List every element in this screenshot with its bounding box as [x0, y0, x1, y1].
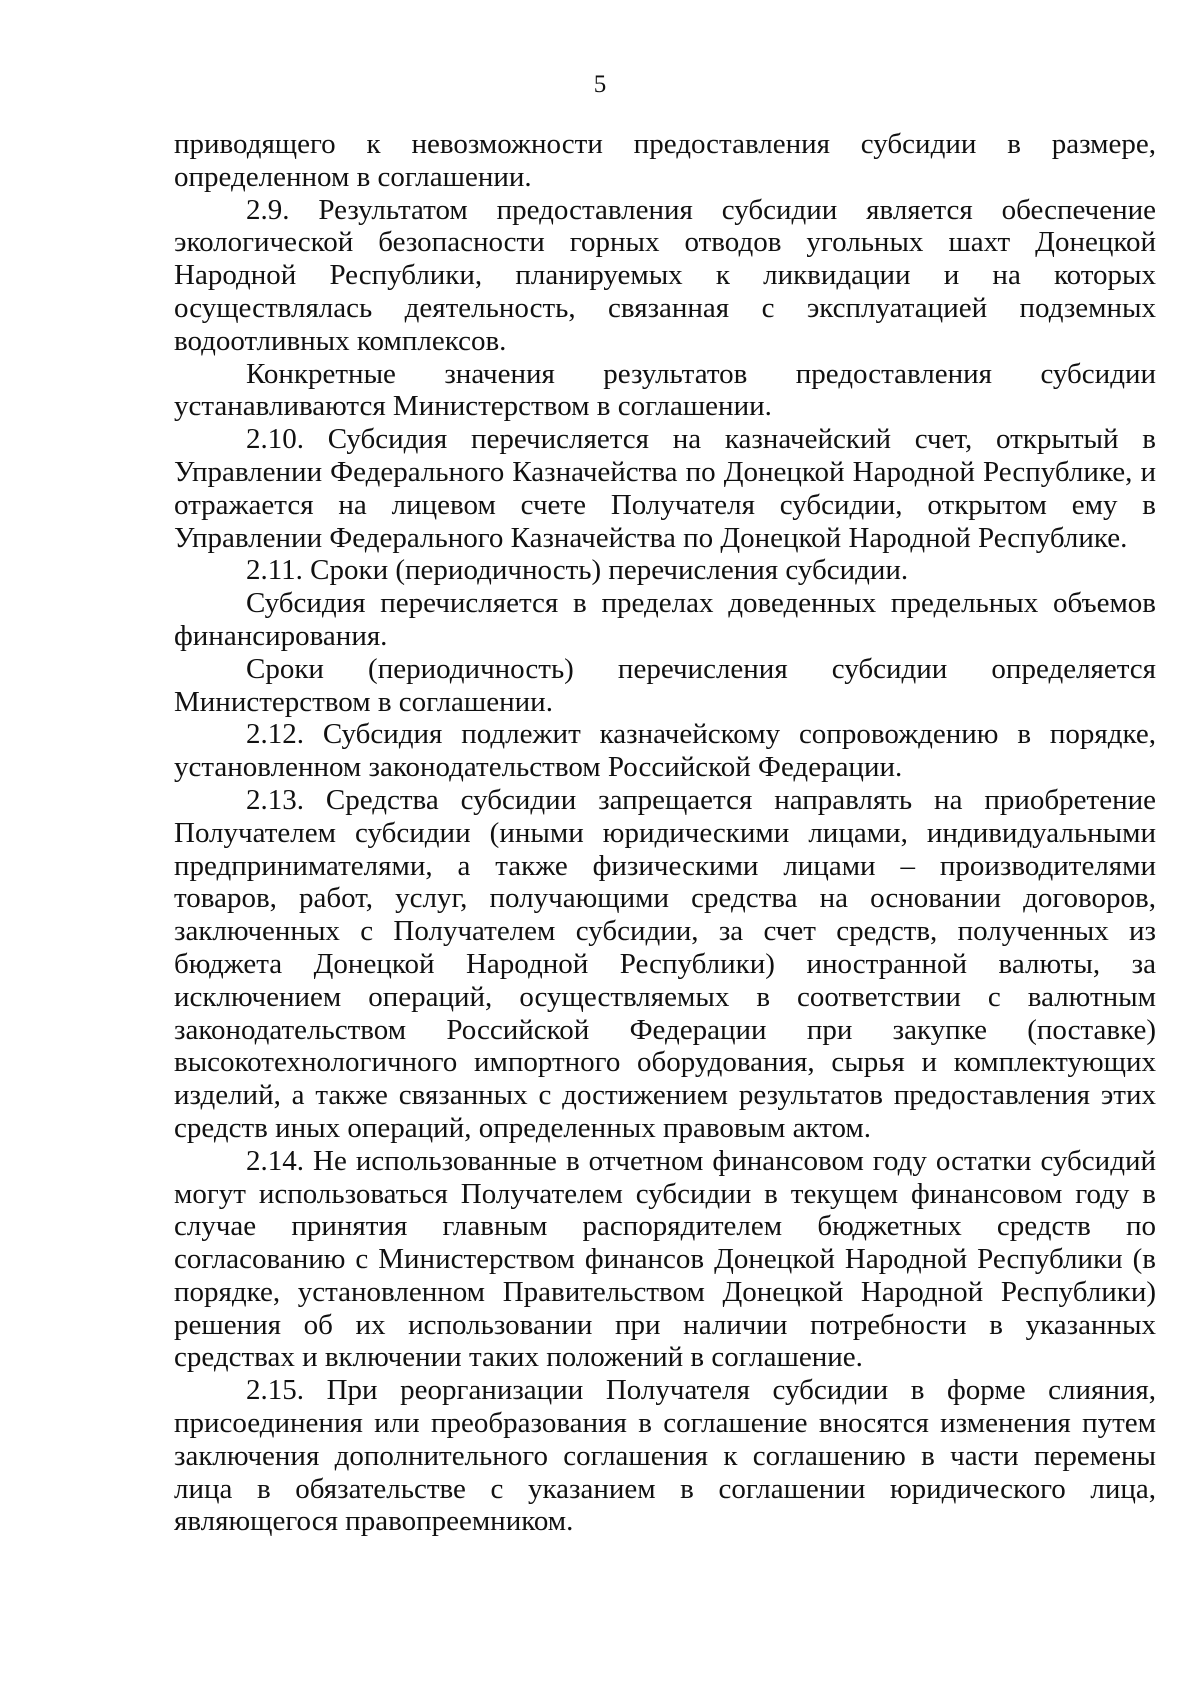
page-number: 5 [593, 71, 607, 98]
paragraph-2-15: 2.15. При реорганизации Получателя субсидии в форме слияния, присоединения или преобразования в соглашение вносятся изменения путем заключения дополнительного соглашения к соглашению в части перемены лица в обязательстве с указанием в соглашении юридического лица, являющегося правопреемником. [174, 1374, 1156, 1538]
paragraph-continuation: приводящего к невозможности предоставления субсидии в размере, определенном в соглашении. [174, 128, 1156, 193]
paragraph-transfer-terms: Сроки (периодичность) перечисления субсидии определяется Министерством в соглашении. [174, 652, 1156, 718]
paragraph-2-10: 2.10. Субсидия перечисляется на казначейский счет, открытый в Управлении Федерального Казначейства по Донецкой Народной Республике, и отражается на лицевом счете Получателя субсидии, открытом ему в Управлении Федерального Казначейства по Донецкой Народной Республике. [174, 423, 1156, 554]
document-body [174, 128, 1156, 1538]
paragraph-2-14: 2.14. Не использованные в отчетном финансовом году остатки субсидий могут использоваться Получателем субсидии в текущем финансовом году в случае принятия главным распорядителем бюджетных средств по согласованию с Министерством финансов Донецкой Народной Республики (в порядке, установленном Правительством Донецкой Народной Республики) решения об их использовании при наличии потребности в указанных средствах и включении таких положений в соглашение. [174, 1144, 1156, 1374]
paragraph-2-12: 2.12. Субсидия подлежит казначейскому сопровождению в порядке, установленном законодательством Российской Федерации. [174, 718, 1156, 784]
paragraph-transfer-limits: Субсидия перечисляется в пределах доведенных предельных объемов финансирования. [174, 587, 1156, 652]
paragraph-2-13: 2.13. Средства субсидии запрещается направлять на приобретение Получателем субсидии (иными юридическими лицами, индивидуальными предпринимателями, а также физическими лицами – производителями товаров, работ, услуг, получающими средства на основании договоров, заключенных с Получателем субсидии, за счет средств, полученных из бюджета Донецкой Народной Республики) иностранной валюты, за исключением операций, осуществляемых в соответствии с валютным законодательством Российской Федерации при закупке (поставке) высокотехнологичного импортного оборудования, сырья и комплектующих изделий, а также связанных с достижением результатов предоставления этих средств иных операций, определенных правовым актом. [174, 783, 1156, 1144]
paragraph-2-11: 2.11. Сроки (периодичность) перечисления субсидии. [246, 554, 909, 587]
paragraph-results-values: Конкретные значения результатов предоставления субсидии устанавливаются Министерством в соглашении. [174, 357, 1156, 423]
paragraph-2-9: 2.9. Результатом предоставления субсидии является обеспечение экологической безопасности горных отводов угольных шахт Донецкой Народной Республики, планируемых к ликвидации и на которых осуществлялась деятельность, связанная с эксплуатацией подземных водоотливных комплексов. [174, 193, 1156, 357]
